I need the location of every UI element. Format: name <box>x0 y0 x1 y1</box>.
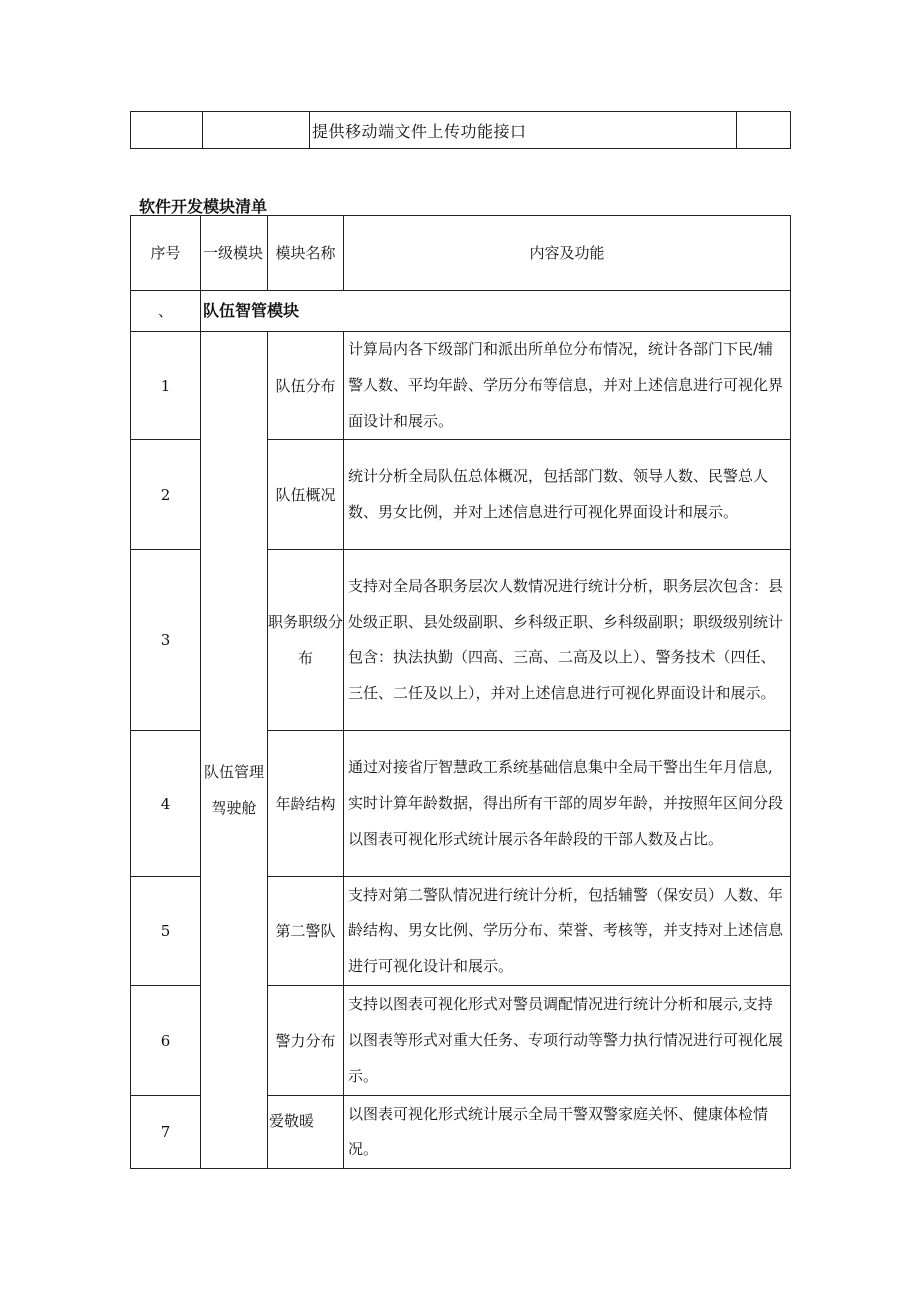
row-name: 爱敬暖 <box>268 1096 344 1169</box>
header-row <box>131 216 791 291</box>
row-num: 6 <box>131 986 201 1096</box>
section-module-title: 队伍智管模块 <box>201 291 791 332</box>
header-num: 序号 <box>131 216 201 291</box>
section-mark: 、 <box>131 291 201 332</box>
section-title: 软件开发模块清单 <box>139 197 268 216</box>
header-content: 内容及功能 <box>344 216 791 291</box>
table-row <box>131 112 791 149</box>
row-desc: 以图表可视化形式统计展示全局干警双警家庭关怀、健康体检情况。 <box>344 1096 791 1169</box>
row-name: 警力分布 <box>268 986 344 1096</box>
row-desc: 计算局内各下级部门和派出所单位分布情况，统计各部门下民/辅警人数、平均年龄、学历分布等信息，并对上述信息进行可视化界面设计和展示。 <box>344 332 791 440</box>
table-cell <box>737 112 791 149</box>
row-desc: 统计分析全局队伍总体概况，包括部门数、领导人数、民警总人数、男女比例，并对上述信息进行可视化界面设计和展示。 <box>344 440 791 550</box>
row-desc: 通过对接省厅智慧政工系统基础信息集中全局干警出生年月信息,实时计算年龄数据，得出所有干部的周岁年龄，并按照年区间分段以图表可视化形式统计展示各年龄段的干部人数及占比。 <box>344 731 791 877</box>
row-name: 第二警队 <box>268 877 344 986</box>
module-table <box>130 215 791 1169</box>
level1-module: 队伍管理驾驶舱 <box>201 332 268 1169</box>
row-num: 4 <box>131 731 201 877</box>
table-row <box>131 332 791 440</box>
row-desc: 支持对全局各职务层次人数情况进行统计分析，职务层次包含：县处级正职、县处级副职、乡科级正职、乡科级副职；职级级别统计包含：执法执勤（四高、三高、二高及以上）、警务技术（四任、三任、二任及以上），并对上述信息进行可视化界面设计和展示。 <box>344 550 791 731</box>
row-name: 年龄结构 <box>268 731 344 877</box>
row-name: 队伍概况 <box>268 440 344 550</box>
row-num: 1 <box>131 332 201 440</box>
row-num: 7 <box>131 1096 201 1169</box>
table-cell <box>131 112 203 149</box>
header-level1: 一级模块 <box>201 216 268 291</box>
section-row <box>131 291 791 332</box>
top-table <box>130 111 791 149</box>
row-num: 5 <box>131 877 201 986</box>
row-num: 2 <box>131 440 201 550</box>
upload-interface-text: 提供移动端文件上传功能接口 <box>310 112 737 149</box>
table-cell <box>203 112 310 149</box>
row-name: 职务职级分布 <box>268 550 344 731</box>
row-desc: 支持以图表可视化形式对警员调配情况进行统计分析和展示,支持以图表等形式对重大任务、专项行动等警力执行情况进行可视化展示。 <box>344 986 791 1096</box>
header-name: 模块名称 <box>268 216 344 291</box>
row-desc: 支持对第二警队情况进行统计分析，包括辅警（保安员）人数、年龄结构、男女比例、学历分布、荣誉、考核等，并支持对上述信息进行可视化设计和展示。 <box>344 877 791 986</box>
row-num: 3 <box>131 550 201 731</box>
row-name: 队伍分布 <box>268 332 344 440</box>
